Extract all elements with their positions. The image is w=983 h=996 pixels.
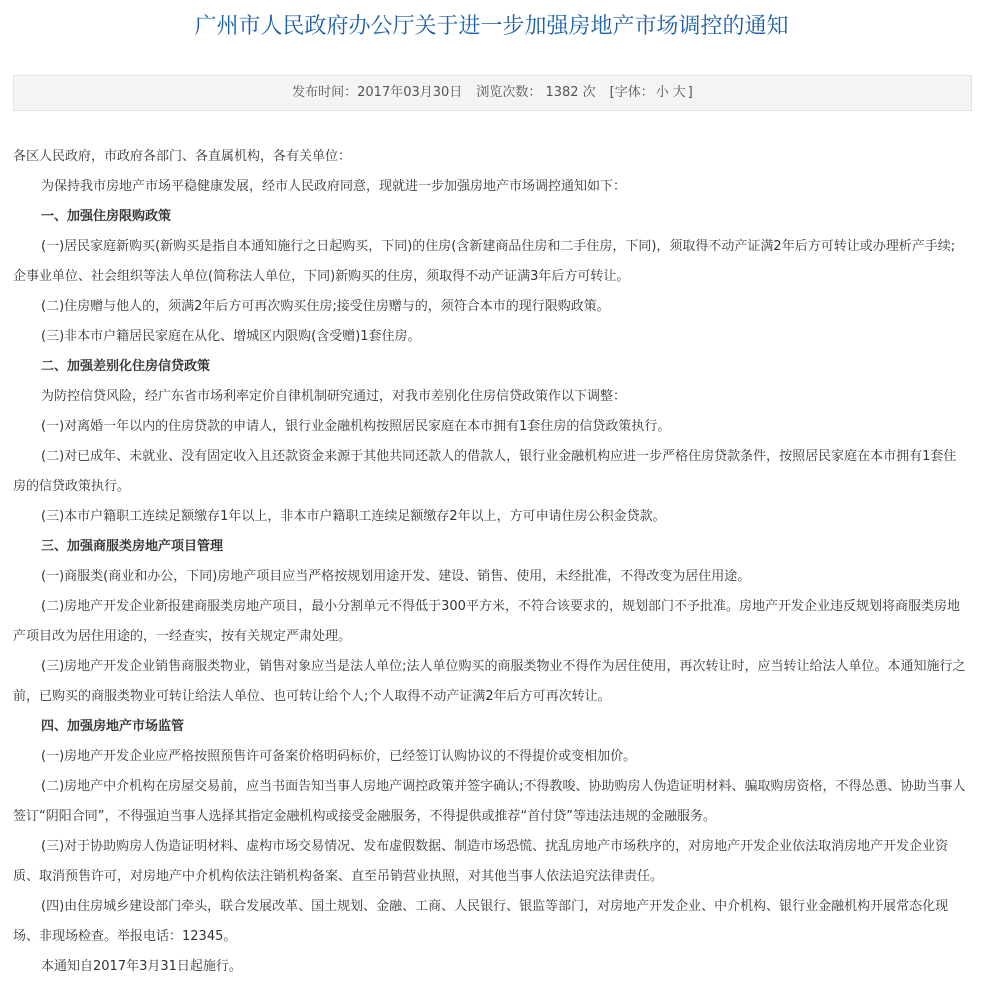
- page-title: 广州市人民政府办公厅关于进一步加强房地产市场调控的通知: [194, 14, 789, 39]
- section-heading-1: 一、加强住房限购政策: [41, 209, 172, 224]
- paragraph: (二)房地产开发企业新报建商服类房地产项目，最小分割单元不得低于300平方米，不符合该要求的，规划部门不予批准。房地产开发企业违反规划将商服类房地产项目改为居住用途的，一经查实，按有关规定严肃处理。: [13, 599, 960, 644]
- intro-paragraph: 为保持我市房地产市场平稳健康发展，经市人民政府同意，现就进一步加强房地产市场调控通知如下：: [41, 179, 627, 194]
- salutation: 各区人民政府，市政府各部门、各直属机构，各有关单位：: [13, 149, 352, 164]
- paragraph: (四)由住房城乡建设部门牵头，联合发展改革、国土规划、金融、工商、人民银行、银监等部门，对房地产开发企业、中介机构、银行业金融机构开展常态化现场、非现场检查。举报电话：12345。: [13, 899, 949, 944]
- article-meta-bar: [13, 75, 972, 111]
- view-count: 浏览次数： 1382 次: [476, 85, 596, 100]
- publish-time: 发布时间：2017年03月30日: [292, 85, 463, 100]
- paragraph: (一)居民家庭新购买(新购买是指自本通知施行之日起购买，下同)的住房(含新建商品住房和二手住房，下同)，须取得不动产证满2年后方可转让或办理析产手续;企事业单位、社会组织等法人单位(简称法人单位，下同)新购买的住房，须取得不动产证满3年后方可转让。: [13, 239, 956, 284]
- paragraph: (二)对已成年、未就业、没有固定收入且还款资金来源于其他共同还款人的借款人，银行业金融机构应进一步严格住房贷款条件，按照居民家庭在本市拥有1套住房的信贷政策执行。: [13, 449, 957, 494]
- paragraph: (一)商服类(商业和办公，下同)房地产项目应当严格按规划用途开发、建设、销售、使用，未经批准，不得改变为居住用途。: [41, 569, 751, 584]
- paragraph: (二)住房赠与他人的，须满2年后方可再次购买住房;接受住房赠与的，须符合本市的现行限购政策。: [41, 299, 610, 314]
- section-heading-2: 二、加强差别化住房信贷政策: [41, 359, 211, 374]
- font-small-button[interactable]: 小: [655, 85, 669, 100]
- font-size-label-close: ]: [687, 85, 693, 100]
- article-body: [13, 142, 968, 982]
- section-heading-3: 三、加强商服类房地产项目管理: [41, 539, 224, 554]
- paragraph: (一)房地产开发企业应严格按照预售许可备案价格明码标价，已经签订认购协议的不得提价或变相加价。: [41, 749, 637, 764]
- paragraph: (三)房地产开发企业销售商服类物业，销售对象应当是法人单位;法人单位购买的商服类物业不得作为居住使用，再次转让时，应当转让给法人单位。本通知施行之前，已购买的商服类物业可转让给法人单位、也可转让给个人;个人取得不动产证满2年后方可再次转让。: [13, 659, 966, 704]
- section-heading-4: 四、加强房地产市场监管: [41, 719, 185, 734]
- closing-statement: 本通知自2017年3月31日起施行。: [41, 959, 242, 974]
- paragraph: (一)对离婚一年以内的住房贷款的申请人，银行业金融机构按照居民家庭在本市拥有1套住房的信贷政策执行。: [41, 419, 671, 434]
- paragraph: (二)房地产中介机构在房屋交易前，应当书面告知当事人房地产调控政策并签字确认;不得教唆、协助购房人伪造证明材料、骗取购房资格，不得怂恿、协助当事人签订“阴阳合同”，不得强迫当事人选择其指定金融机构或接受金融服务，不得提供或推荐“首付贷”等违法违规的金融服务。: [13, 779, 966, 824]
- paragraph: (三)本市户籍职工连续足额缴存1年以上，非本市户籍职工连续足额缴存2年以上，方可申请住房公积金贷款。: [41, 509, 666, 524]
- paragraph: 为防控信贷风险，经广东省市场利率定价自律机制研究通过，对我市差别化住房信贷政策作以下调整：: [41, 389, 627, 404]
- paragraph: (三)非本市户籍居民家庭在从化、增城区内限购(含受赠)1套住房。: [41, 329, 421, 344]
- font-size-label-open: [字体：: [609, 85, 654, 100]
- font-large-button[interactable]: 大: [672, 85, 686, 100]
- paragraph: (三)对于协助购房人伪造证明材料、虚构市场交易情况、发布虚假数据、制造市场恐慌、扰乱房地产市场秩序的，对房地产开发企业依法取消房地产开发企业资质、取消预售许可，对房地产中介机构依法注销机构备案、直至吊销营业执照，对其他当事人依法追究法律责任。: [13, 839, 949, 884]
